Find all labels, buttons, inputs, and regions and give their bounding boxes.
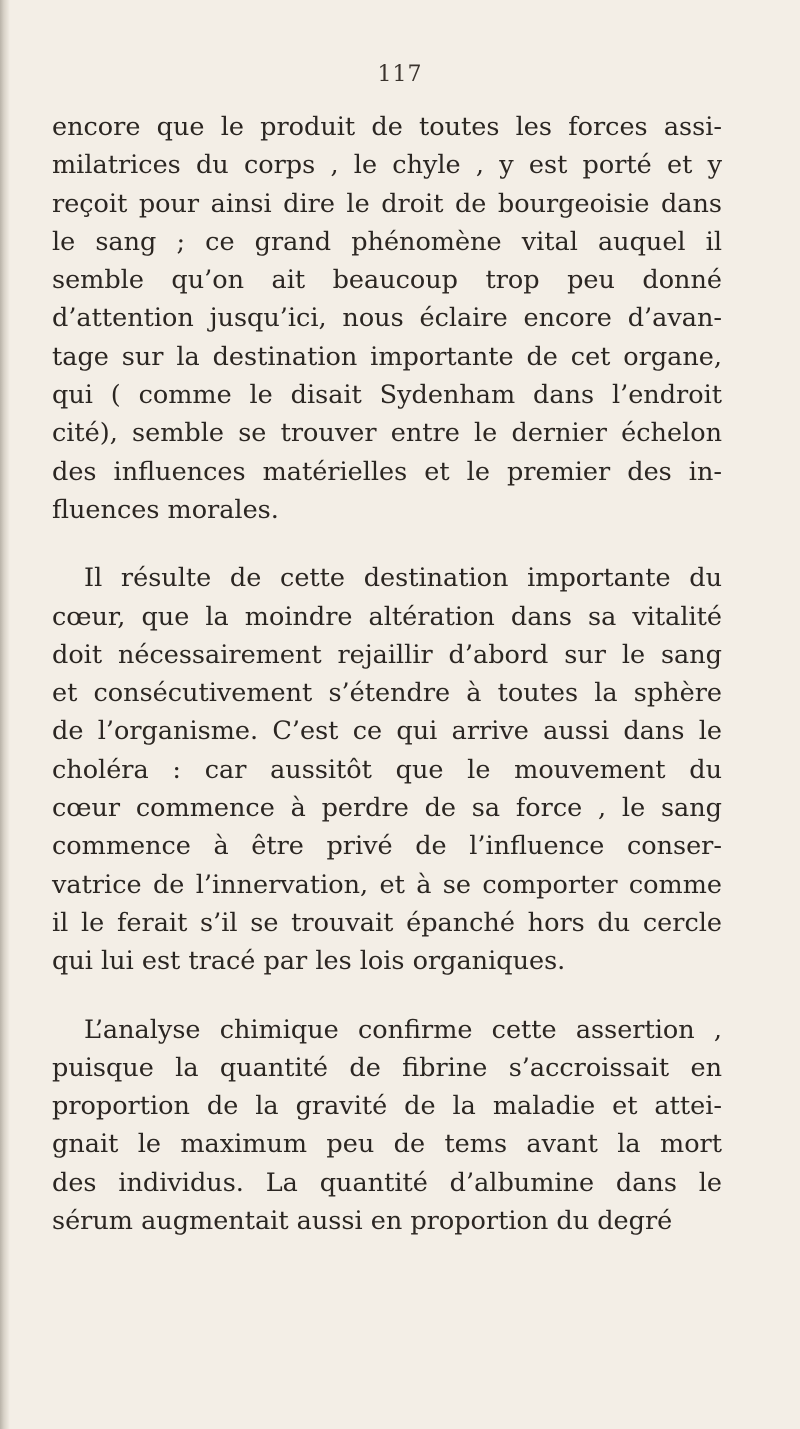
text-line: reçoit pour ainsi dire le droit de bourgeoisie dans [52, 188, 722, 219]
text-line: choléra : car aussitôt que le mouvement du [52, 754, 722, 785]
text-line: cœur, que la moindre altération dans sa vitalité [52, 601, 722, 632]
paragraph [52, 108, 722, 529]
text-line: le sang ; ce grand phénomène vital auquel il [52, 226, 722, 257]
text-line: Il résulte de cette destination importante du [84, 563, 722, 594]
text-line: d’attention jusqu’ici, nous éclaire encore d’avan- [52, 303, 722, 334]
text-line: qui lui est tracé par les lois organiques. [52, 946, 566, 977]
text-line: puisque la quantité de fibrine s’accroissait en [52, 1052, 722, 1083]
text-line: cité), semble se trouver entre le dernier échelon [52, 418, 722, 449]
text-line: des individus. La quantité d’albumine dans le [52, 1167, 722, 1198]
page-binding-edge [0, 0, 10, 1429]
text-line: il le ferait s’il se trouvait épanché hors du cercle [52, 907, 722, 938]
paragraph-gap [52, 981, 722, 1011]
text-line: tage sur la destination importante de cet organe, [52, 341, 722, 372]
text-line: gnait le maximum peu de tems avant la mort [52, 1129, 722, 1160]
text-line: encore que le produit de toutes les forces assi- [52, 112, 722, 142]
text-line: de l’organisme. C’est ce qui arrive aussi dans le [52, 716, 722, 747]
text-line: des influences matérielles et le premier des in- [52, 456, 722, 487]
body-text [52, 108, 722, 1240]
text-line: cœur commence à perdre de sa force , le sang [52, 793, 722, 824]
text-line: milatrices du corps , le chyle , y est porté et y [52, 150, 722, 181]
text-line: qui ( comme le disait Sydenham dans l’endroit [52, 380, 722, 411]
paragraph [52, 1011, 722, 1241]
paragraph-gap [52, 529, 722, 559]
page-number: 117 [377, 62, 423, 87]
text-line: commence à être privé de l’influence conser- [52, 831, 722, 862]
text-line: sérum augmentait aussi en proportion du degré [52, 1206, 673, 1237]
text-line: semble qu’on ait beaucoup trop peu donné [52, 265, 722, 296]
text-line: L’analyse chimique confirme cette assertion , [84, 1014, 722, 1045]
text-line: proportion de la gravité de la maladie et attei- [52, 1091, 722, 1122]
text-line: vatrice de l’innervation, et à se comporter comme [52, 869, 722, 900]
text-line: et consécutivement s’étendre à toutes la sphère [52, 678, 722, 709]
text-line: doit nécessairement rejaillir d’abord sur le sang [52, 639, 722, 670]
text-line: fluences morales. [52, 494, 279, 525]
paragraph [52, 559, 722, 980]
